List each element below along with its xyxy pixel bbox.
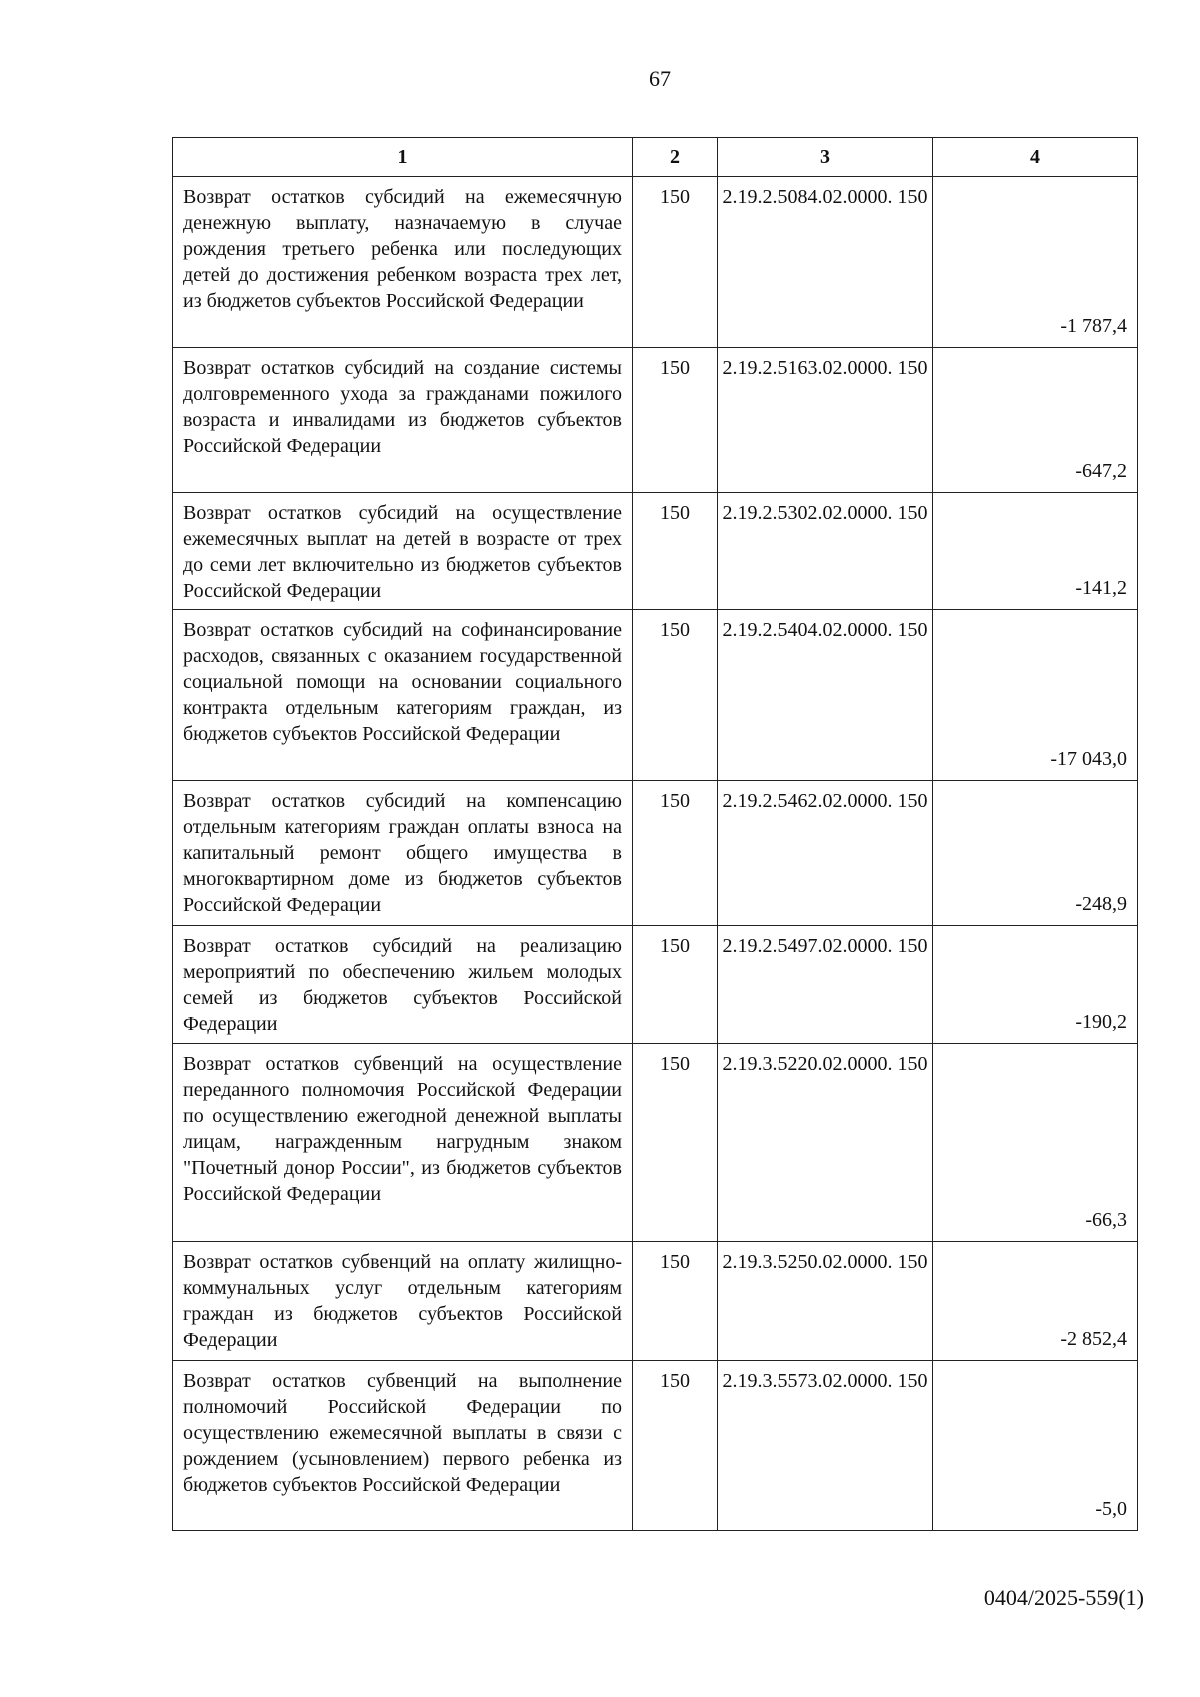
row-sum: -248,9 <box>933 781 1138 926</box>
row-kbk: 2.19.2.5404.02.0000. 150 <box>718 610 933 781</box>
row-sum: -1 787,4 <box>933 177 1138 348</box>
row-name: Возврат остатков субвенций на выполнение полномочий Российской Федерации по осуществлению ежемесячной выплаты в связи с рождением (усыновлением) первого ребенка из бюджетов субъектов Российской Федерации <box>173 1361 633 1531</box>
row-kbk: 2.19.3.5573.02.0000. 150 <box>718 1361 933 1531</box>
row-name: Возврат остатков субсидий на осуществление ежемесячных выплат на детей в возрасте от трех до семи лет включительно из бюджетов субъектов Российской Федерации <box>173 493 633 610</box>
table-header <box>173 138 1138 177</box>
table-row <box>173 1361 1138 1531</box>
table-row <box>173 177 1138 348</box>
row-kbk: 2.19.2.5462.02.0000. 150 <box>718 781 933 926</box>
row-sum: -5,0 <box>933 1361 1138 1531</box>
row-name: Возврат остатков субсидий на софинансирование расходов, связанных с оказанием государственной социальной помощи на основании социального контракта отдельным категориям граждан, из бюджетов субъектов Российской Федерации <box>173 610 633 781</box>
budget-table <box>172 137 1138 1531</box>
row-name: Возврат остатков субсидий на реализацию мероприятий по обеспечению жильем молодых семей из бюджетов субъектов Российской Федерации <box>173 926 633 1044</box>
header-col-2: 2 <box>633 138 718 177</box>
document-registration-code: 0404/2025-559(1) <box>983 1585 1144 1610</box>
row-code: 150 <box>633 1361 718 1531</box>
header-col-3: 3 <box>718 138 933 177</box>
row-code: 150 <box>633 1242 718 1361</box>
row-name: Возврат остатков субвенций на осуществление переданного полномочия Российской Федерации по осуществлению ежегодной денежной выплаты лицам, награжденным нагрудным знаком "Почетный донор России", из бюджетов субъектов Российской Федерации <box>173 1044 633 1242</box>
page-number: 67 <box>649 66 671 91</box>
row-kbk: 2.19.2.5084.02.0000. 150 <box>718 177 933 348</box>
row-sum: -2 852,4 <box>933 1242 1138 1361</box>
row-kbk: 2.19.3.5220.02.0000. 150 <box>718 1044 933 1242</box>
row-kbk: 2.19.3.5250.02.0000. 150 <box>718 1242 933 1361</box>
row-name: Возврат остатков субсидий на ежемесячную денежную выплату, назначаемую в случае рождения третьего ребенка или последующих детей до достижения ребенком возраста трех лет, из бюджетов субъектов Российской Федерации <box>173 177 633 348</box>
row-code: 150 <box>633 493 718 610</box>
row-code: 150 <box>633 348 718 493</box>
row-code: 150 <box>633 610 718 781</box>
table-row <box>173 1044 1138 1242</box>
row-code: 150 <box>633 177 718 348</box>
row-code: 150 <box>633 926 718 1044</box>
table-row <box>173 493 1138 610</box>
header-row <box>173 138 1138 177</box>
row-kbk: 2.19.2.5302.02.0000. 150 <box>718 493 933 610</box>
header-col-4: 4 <box>933 138 1138 177</box>
table-row <box>173 926 1138 1044</box>
row-sum: -190,2 <box>933 926 1138 1044</box>
row-name: Возврат остатков субсидий на создание системы долговременного ухода за гражданами пожилого возраста и инвалидами из бюджетов субъектов Российской Федерации <box>173 348 633 493</box>
row-kbk: 2.19.2.5163.02.0000. 150 <box>718 348 933 493</box>
row-name: Возврат остатков субвенций на оплату жилищно-коммунальных услуг отдельным категориям граждан из бюджетов субъектов Российской Федерации <box>173 1242 633 1361</box>
table-row <box>173 348 1138 493</box>
row-sum: -647,2 <box>933 348 1138 493</box>
row-kbk: 2.19.2.5497.02.0000. 150 <box>718 926 933 1044</box>
header-col-1: 1 <box>173 138 633 177</box>
row-sum: -17 043,0 <box>933 610 1138 781</box>
row-code: 150 <box>633 1044 718 1242</box>
row-code: 150 <box>633 781 718 926</box>
table-row <box>173 781 1138 926</box>
row-name: Возврат остатков субсидий на компенсацию отдельным категориям граждан оплаты взноса на капитальный ремонт общего имущества в многоквартирном доме из бюджетов субъектов Российской Федерации <box>173 781 633 926</box>
table-row <box>173 1242 1138 1361</box>
table-row <box>173 610 1138 781</box>
row-sum: -66,3 <box>933 1044 1138 1242</box>
row-sum: -141,2 <box>933 493 1138 610</box>
